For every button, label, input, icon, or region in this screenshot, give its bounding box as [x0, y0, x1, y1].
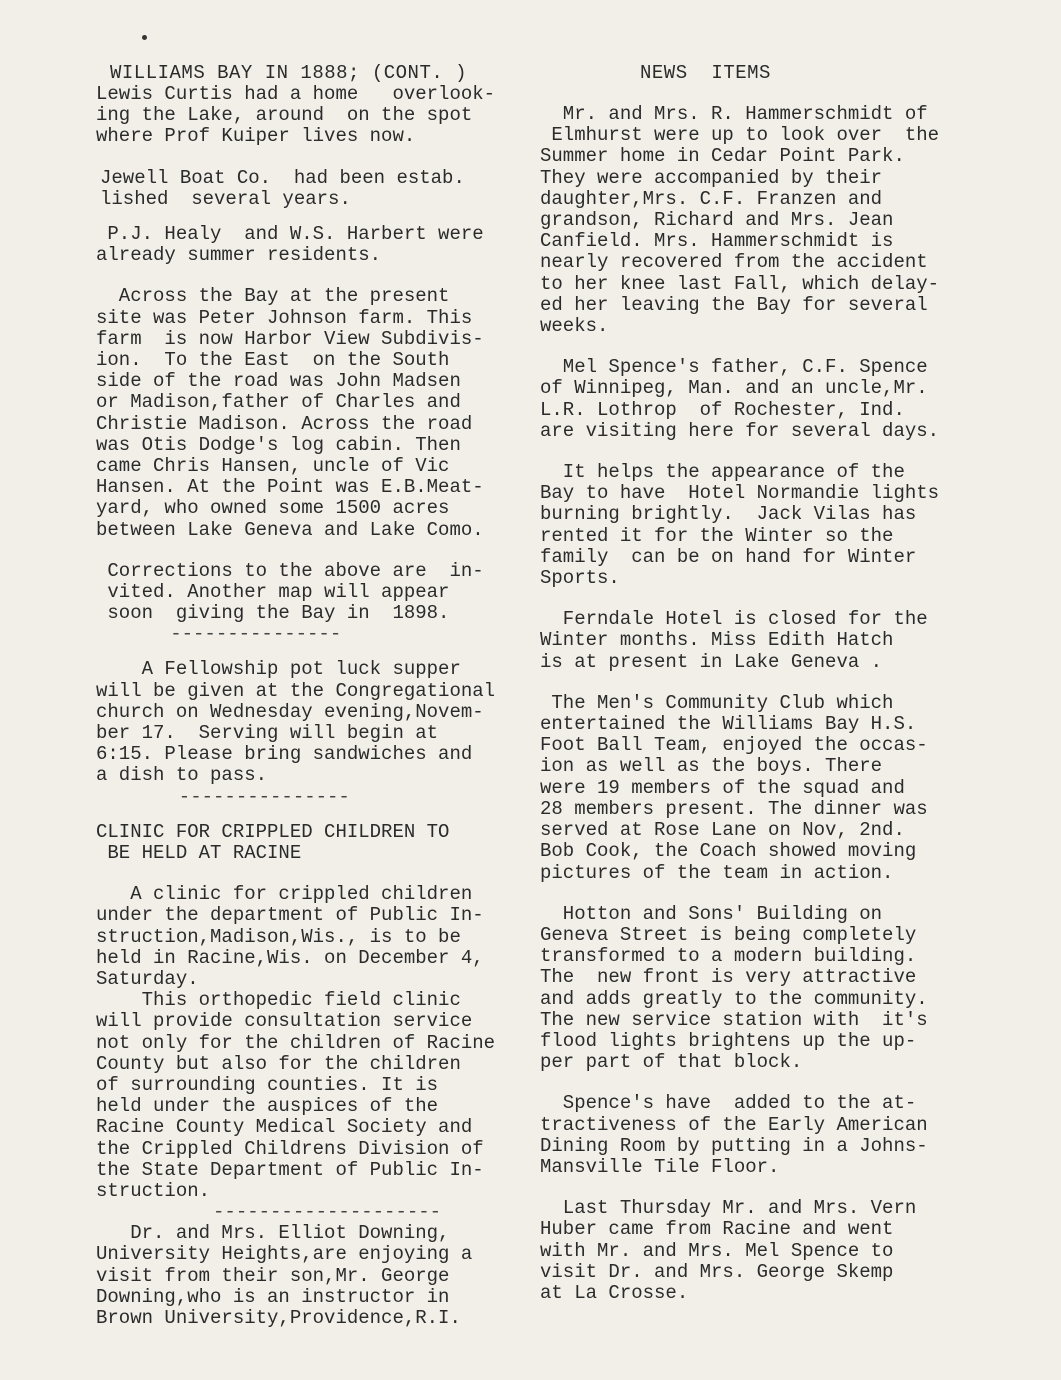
clinic-heading [96, 822, 536, 864]
text-line: the Crippled Childrens Division of [96, 1137, 484, 1160]
text-line: A Fellowship pot luck supper [96, 658, 461, 681]
news-items-title: NEWS ITEMS [640, 62, 771, 84]
hammerschmidt-paragraph [540, 104, 990, 337]
text-line: ing the Lake, around on the spot [96, 104, 473, 127]
text-line: Last Thursday Mr. and Mrs. Vern [540, 1197, 917, 1220]
text-line: The Men's Community Club which [540, 691, 894, 714]
text-line: Hotton and Sons' Building on [540, 902, 883, 925]
text-line: The new front is very attractive [540, 966, 917, 989]
text-line: 6:15. Please bring sandwiches and [96, 743, 473, 766]
text-line: Mr. and Mrs. R. Hammerschmidt of [540, 103, 928, 125]
text-line: Across the Bay at the present [96, 285, 450, 308]
punch-mark [142, 35, 147, 40]
clinic-paragraph [96, 884, 536, 1202]
fellowship-paragraph [96, 659, 536, 786]
ferndale-paragraph [540, 609, 990, 673]
text-line: per part of that block. [540, 1051, 803, 1074]
text-line: Spence's have added to the at- [540, 1092, 917, 1115]
text-line: Dining Room by putting in a Johns- [540, 1134, 928, 1157]
text-line: University Heights,are enjoying a [96, 1243, 473, 1266]
text-line: visit from their son,Mr. George [96, 1264, 450, 1287]
text-line: Sports. [540, 567, 620, 590]
text-line: Racine County Medical Society and [96, 1116, 473, 1139]
text-line: Mel Spence's father, C.F. Spence [540, 356, 928, 379]
downing-paragraph [96, 1223, 536, 1329]
text-line: struction. [96, 1179, 211, 1202]
left-column [96, 62, 536, 1329]
text-line: Mansville Tile Floor. [540, 1155, 780, 1178]
text-line: family can be on hand for Winter [540, 545, 917, 568]
text-line: tractiveness of the Early American [540, 1113, 928, 1136]
hotton-paragraph [540, 904, 990, 1074]
text-line: 28 members present. The dinner was [540, 797, 928, 820]
text-line: ion as well as the boys. There [540, 755, 883, 778]
text-line: not only for the children of Racine [96, 1031, 496, 1054]
text-line: side of the road was John Madsen [96, 370, 461, 393]
text-line: Corrections to the above are in- [96, 559, 484, 582]
text-line: of surrounding counties. It is [96, 1073, 439, 1096]
curtis-paragraph [96, 84, 536, 148]
text-line: Ferndale Hotel is closed for the [540, 608, 928, 631]
johnson-farm-paragraph [96, 286, 536, 540]
text-line: Elmhurst were up to look over the [540, 124, 940, 147]
divider-2: --------------- [156, 785, 350, 808]
divider-1: --------------- [136, 623, 342, 646]
text-line: ber 17. Serving will begin at [96, 722, 439, 745]
text-line: This orthopedic field clinic [96, 989, 461, 1012]
text-line: held in Racine,Wis. on December 4, [96, 946, 484, 969]
normandie-paragraph [540, 462, 990, 589]
text-line: served at Rose Lane on Nov, 2nd. [540, 819, 905, 842]
text-line: burning brightly. Jack Vilas has [540, 503, 917, 526]
text-line: Jewell Boat Co. had been estab. [100, 166, 465, 189]
text-line: with Mr. and Mrs. Mel Spence to [540, 1239, 894, 1262]
huber-paragraph [540, 1198, 990, 1304]
text-line: came Chris Hansen, uncle of Vic [96, 455, 450, 478]
text-line: They were accompanied by their [540, 166, 883, 189]
text-line: farm is now Harbor View Subdivis- [96, 327, 484, 350]
text-line: struction,Madison,Wis., is to be [96, 925, 461, 948]
text-line: Summer home in Cedar Point Park. [540, 145, 905, 168]
text-line: between Lake Geneva and Lake Como. [96, 518, 484, 541]
text-line: Lewis Curtis had a home overlook- [96, 83, 496, 105]
corrections-paragraph [96, 561, 536, 625]
text-line: were 19 members of the squad and [540, 776, 905, 799]
text-line: soon giving the Bay in 1898. [96, 602, 450, 625]
spence-father-paragraph [540, 357, 990, 442]
text-line: lished several years. [100, 187, 351, 210]
text-line: transformed to a modern building. [540, 945, 917, 968]
text-line: Saturday. [96, 967, 199, 990]
text-line: rented it for the Winter so the [540, 524, 894, 547]
text-line: yard, who owned some 1500 acres [96, 497, 450, 520]
text-line: of Winnipeg, Man. and an uncle,Mr. [540, 377, 928, 400]
text-line: Foot Ball Team, enjoyed the occas- [540, 734, 928, 757]
text-line: Canfield. Mrs. Hammerschmidt is [540, 230, 894, 253]
text-line: to her knee last Fall, which delay- [540, 272, 940, 295]
text-line: County but also for the children [96, 1052, 461, 1075]
text-line: CLINIC FOR CRIPPLED CHILDREN TO [96, 820, 450, 843]
mens-club-paragraph [540, 693, 990, 884]
text-line: Geneva Street is being completely [540, 923, 917, 946]
text-line: Downing,who is an instructor in [96, 1285, 450, 1308]
text-line: visit Dr. and Mrs. George Skemp [540, 1260, 894, 1283]
text-line: Dr. and Mrs. Elliot Downing, [96, 1222, 450, 1245]
text-line: nearly recovered from the accident [540, 251, 928, 274]
text-line: Hansen. At the Point was E.B.Meat- [96, 476, 484, 499]
text-line: ed her leaving the Bay for several [540, 293, 928, 316]
text-line: Bay to have Hotel Normandie lights [540, 482, 940, 505]
text-line: It helps the appearance of the [540, 461, 905, 484]
text-line: P.J. Healy and W.S. Harbert were [96, 223, 484, 246]
text-line: or Madison,father of Charles and [96, 391, 461, 414]
text-line: was Otis Dodge's log cabin. Then [96, 433, 461, 456]
text-line: ion. To the East on the South [96, 349, 450, 372]
text-line: will be given at the Congregational [96, 679, 496, 702]
text-line: BE HELD AT RACINE [96, 841, 302, 864]
text-line: where Prof Kuiper lives now. [96, 125, 416, 148]
text-line: held under the auspices of the [96, 1095, 439, 1118]
text-line: Brown University,Providence,R.I. [96, 1306, 461, 1329]
text-line: flood lights brightens up the up- [540, 1029, 917, 1052]
text-line: daughter,Mrs. C.F. Franzen and [540, 187, 883, 210]
text-line: entertained the Williams Bay H.S. [540, 713, 917, 736]
text-line: church on Wednesday evening,Novem- [96, 700, 484, 723]
text-line: weeks. [540, 315, 609, 338]
jewell-paragraph [96, 168, 536, 210]
healy-paragraph [96, 224, 536, 266]
text-line: Bob Cook, the Coach showed moving [540, 840, 917, 863]
text-line: A clinic for crippled children [96, 883, 473, 906]
divider-3: -------------------- [156, 1201, 442, 1224]
text-line: are visiting here for several days. [540, 419, 940, 442]
right-column [540, 62, 990, 1304]
text-line: and adds greatly to the community. [540, 987, 928, 1010]
text-line: under the department of Public In- [96, 904, 484, 927]
text-line: the State Department of Public In- [96, 1158, 484, 1181]
text-line: is at present in Lake Geneva . [540, 650, 883, 673]
text-line: pictures of the team in action. [540, 861, 894, 884]
text-line: already summer residents. [96, 244, 382, 267]
text-line: Huber came from Racine and went [540, 1218, 894, 1241]
text-line: site was Peter Johnson farm. This [96, 306, 473, 329]
williams-bay-title: WILLIAMS BAY IN 1888; (CONT. ) [110, 62, 468, 84]
text-line: Christie Madison. Across the road [96, 412, 473, 435]
dining-room-paragraph [540, 1093, 990, 1178]
text-line: a dish to pass. [96, 764, 268, 787]
text-line: The new service station with it's [540, 1008, 928, 1031]
text-line: Winter months. Miss Edith Hatch [540, 629, 894, 652]
text-line: vited. Another map will appear [96, 581, 450, 604]
text-line: at La Crosse. [540, 1281, 689, 1304]
text-line: L.R. Lothrop of Rochester, Ind. [540, 398, 905, 421]
text-line: grandson, Richard and Mrs. Jean [540, 209, 894, 232]
text-line: will provide consultation service [96, 1010, 473, 1033]
